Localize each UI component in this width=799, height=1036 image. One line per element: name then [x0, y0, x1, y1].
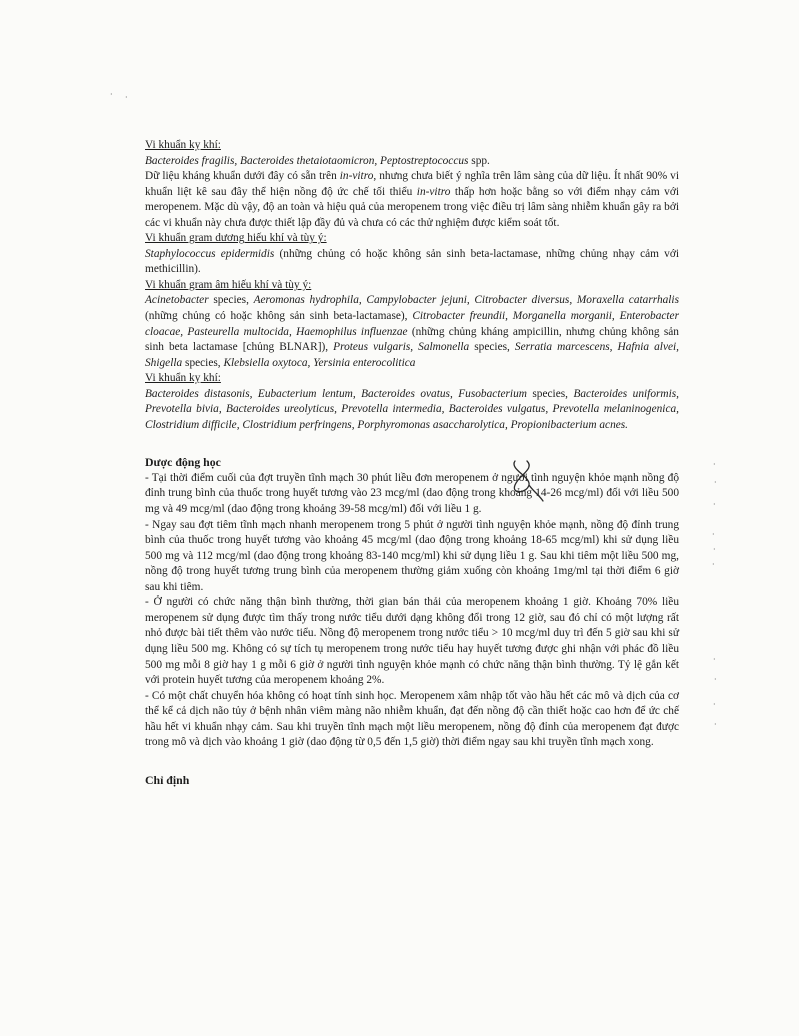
gn-text-6: (những chủng kháng ampicillin, nhưng chủng không sản sinh beta lactamase [chủng BLNAR]),: [145, 325, 679, 354]
gram-positive-text: (những chủng có hoặc không sản sinh beta-lactamase, những chủng nhạy cảm với methicillin).: [145, 247, 679, 276]
margin-speck: ·: [713, 500, 716, 509]
gn-text-8: species,: [469, 341, 515, 354]
gn-species-1: Acinetobacter: [145, 294, 209, 307]
an-species-3: Bacteroides uniformis, Prevotella bivia, Bacteroides ureolyticus, Prevotella intermedia, Bacteroides vulgatus, Prevotella melaninogenica, Clostridium difficile, Clostridium perfringens, Porphyromonas asaccharolytica, Propionibacterium acnes.: [145, 387, 679, 431]
gn-species-5: Citrobacter freundii, Morganella morganii, Enterobacter cloacae, Pasteurella multocida, Haemophilus influenzae: [145, 310, 679, 338]
anaerobic-species-1: Bacteroides fragilis, Bacteroides thetaiotaomicron, Peptostreptococcus: [145, 154, 469, 167]
margin-speck: ·: [712, 560, 715, 569]
gram-negative-paragraph: [145, 293, 679, 371]
margin-speck: ·: [713, 545, 716, 554]
gram-positive-heading: Vi khuẩn gram dương hiếu khí và tùy ý:: [145, 232, 327, 245]
pk-paragraph-1: - Tại thời điểm cuối của đợt truyền tĩnh mạch 30 phút liều đơn meropenem ở người tình nguyện khỏe mạnh nồng độ đỉnh trung bình của thuốc trong huyết tương vào 23 mcg/ml (dao động trong khoảng 14-26 mcg/ml) đối với liều 500 mg và 49 mcg/ml (dao động trong khoảng 39-58 mcg/ml) đối với liều 1 g.: [145, 471, 679, 516]
pk-paragraph-2: - Ngay sau đợt tiêm tĩnh mạch nhanh meropenem trong 5 phút ở người tình nguyện khỏe mạnh, nồng độ đỉnh trung bình của thuốc trong huyết tương vào khoảng 45 mcg/ml (dao động trong khoảng 18-65 mcg/ml) khi sử dụng liều 500 mg và 112 mcg/ml (dao động trong khoảng 83-140 mcg/ml) khi sử dụng liều 1 g. Sau khi tiêm một liều 500 mg, nồng độ trong huyết tương trung bình của meropenem thường giảm xuống còn khoảng 1mg/ml tại thời điểm 6 giờ sau khi tiêm.: [145, 518, 679, 593]
gram-positive-species: Staphylococcus epidermidis: [145, 247, 275, 260]
intro-text-2: , nhưng chưa biết ý nghĩa trên lâm sàng của dữ liệu. Ít nhất 90% vi khuẩn liệt kê sau đây thể hiện nồng độ ức chế tối thiểu: [145, 170, 679, 198]
document-body: [145, 138, 679, 788]
pk-paragraph-3: - Ở người có chức năng thận bình thường, thời gian bán thải của meropenem khoảng 1 giờ. Khoảng 70% liều meropenem sử dụng được tìm thấy trong nước tiểu dưới dạng không đổi trong 12 giờ, sau đó chỉ có một lượng rất nhỏ được bài tiết thêm vào nước tiểu. Nồng độ meropenem trong nước tiểu > 10 mcg/ml duy trì đến 5 giờ sau khi sử dụng liều 500 mg. Không có sự tích tụ meropenem trong nước tiểu hay huyết tương được ghi nhận với phác đồ liều 500 mg mỗi 8 giờ hay 1 g mỗi 6 giờ ở người tình nguyện khỏe mạnh có chức năng thận bình thường. Tỷ lệ gắn kết với protein huyết tương của meropenem khoảng 2%.: [145, 596, 679, 687]
gn-species-9: Serratia marcescens, Hafnia alvei, Shigella: [145, 341, 680, 369]
indication-heading: Chỉ định: [145, 772, 190, 787]
gram-negative-heading: Vi khuẩn gram âm hiếu khí và tùy ý:: [145, 278, 312, 291]
gram-positive-paragraph: [145, 247, 679, 278]
pharmacokinetics-heading: Dược động học: [145, 455, 221, 470]
intro-text-1: Dữ liệu kháng khuẩn dưới đây có sẵn trên: [145, 170, 340, 183]
gn-text-4: (những chủng có hoặc không sản sinh beta-lactamase),: [145, 310, 413, 323]
gn-species-7: Proteus vulgaris, Salmonella: [333, 341, 470, 354]
anaerobic-list-1: [145, 154, 679, 170]
anaerobic-paragraph-2: [145, 387, 679, 434]
pk-paragraph-4: - Có một chất chuyển hóa không có hoạt tính sinh học. Meropenem xâm nhập tốt vào hầu hết các mô và dịch của cơ thể kể cả dịch não tủy ở bệnh nhân viêm màng não nhiễm khuẩn, đạt đến nồng độ cần thiết hoặc cao hơn để ức chế hầu hết vi khuẩn nhạy cảm. Sau khi truyền tĩnh mạch một liều meropenem, nồng độ đỉnh của meropenem đạt được trong mô và dịch vào khoảng 1 giờ (dao động từ 0,5 đến 1,5 giờ) thời điểm ngay sau khi truyền tĩnh mạch xong.: [145, 689, 679, 749]
margin-speck: ·: [713, 460, 716, 469]
intro-invitro-2: in-vitro: [416, 185, 451, 198]
margin-speck: ·: [125, 93, 128, 102]
intro-invitro-1: in-vitro: [339, 170, 374, 183]
intro-paragraph: [145, 169, 679, 231]
gn-species-11: Klebsiella oxytoca, Yersinia enterocolitica: [223, 356, 416, 369]
an-text-2: species,: [526, 387, 574, 400]
margin-speck: ·: [712, 530, 715, 539]
margin-speck: ·: [714, 675, 717, 684]
gn-text-2: species,: [208, 294, 254, 307]
anaerobic-heading-1: Vi khuẩn kỵ khí:: [145, 139, 221, 151]
anaerobic-heading-2: Vi khuẩn kỵ khí:: [145, 372, 221, 385]
an-species-1: Bacteroides distasonis, Eubacterium lentum, Bacteroides ovatus, Fusobacterium: [145, 387, 527, 400]
gn-text-10: species,: [182, 356, 224, 369]
gn-species-3: Aeromonas hydrophila, Campylobacter jejuni, Citrobacter diversus, Moraxella catarrhalis: [253, 294, 680, 307]
handwritten-initial-mark: [505, 455, 547, 505]
intro-text-3: thấp hơn hoặc bằng so với điểm nhạy cảm với meropenem. Mặc dù vậy, độ an toàn và hiệu quả của meropenem trong việc điều trị lâm sàng nhiễm khuẩn gây ra bởi các vi khuẩn này chưa được thiết lập đầy đủ và chưa có các thử nghiệm được kiểm soát tốt.: [145, 185, 679, 229]
anaerobic-spp: spp.: [468, 154, 490, 167]
margin-speck: ·: [713, 655, 716, 664]
margin-speck: ·: [714, 720, 717, 729]
margin-speck: ·: [110, 90, 113, 99]
margin-speck: ·: [713, 700, 716, 709]
margin-speck: ·: [714, 478, 717, 487]
